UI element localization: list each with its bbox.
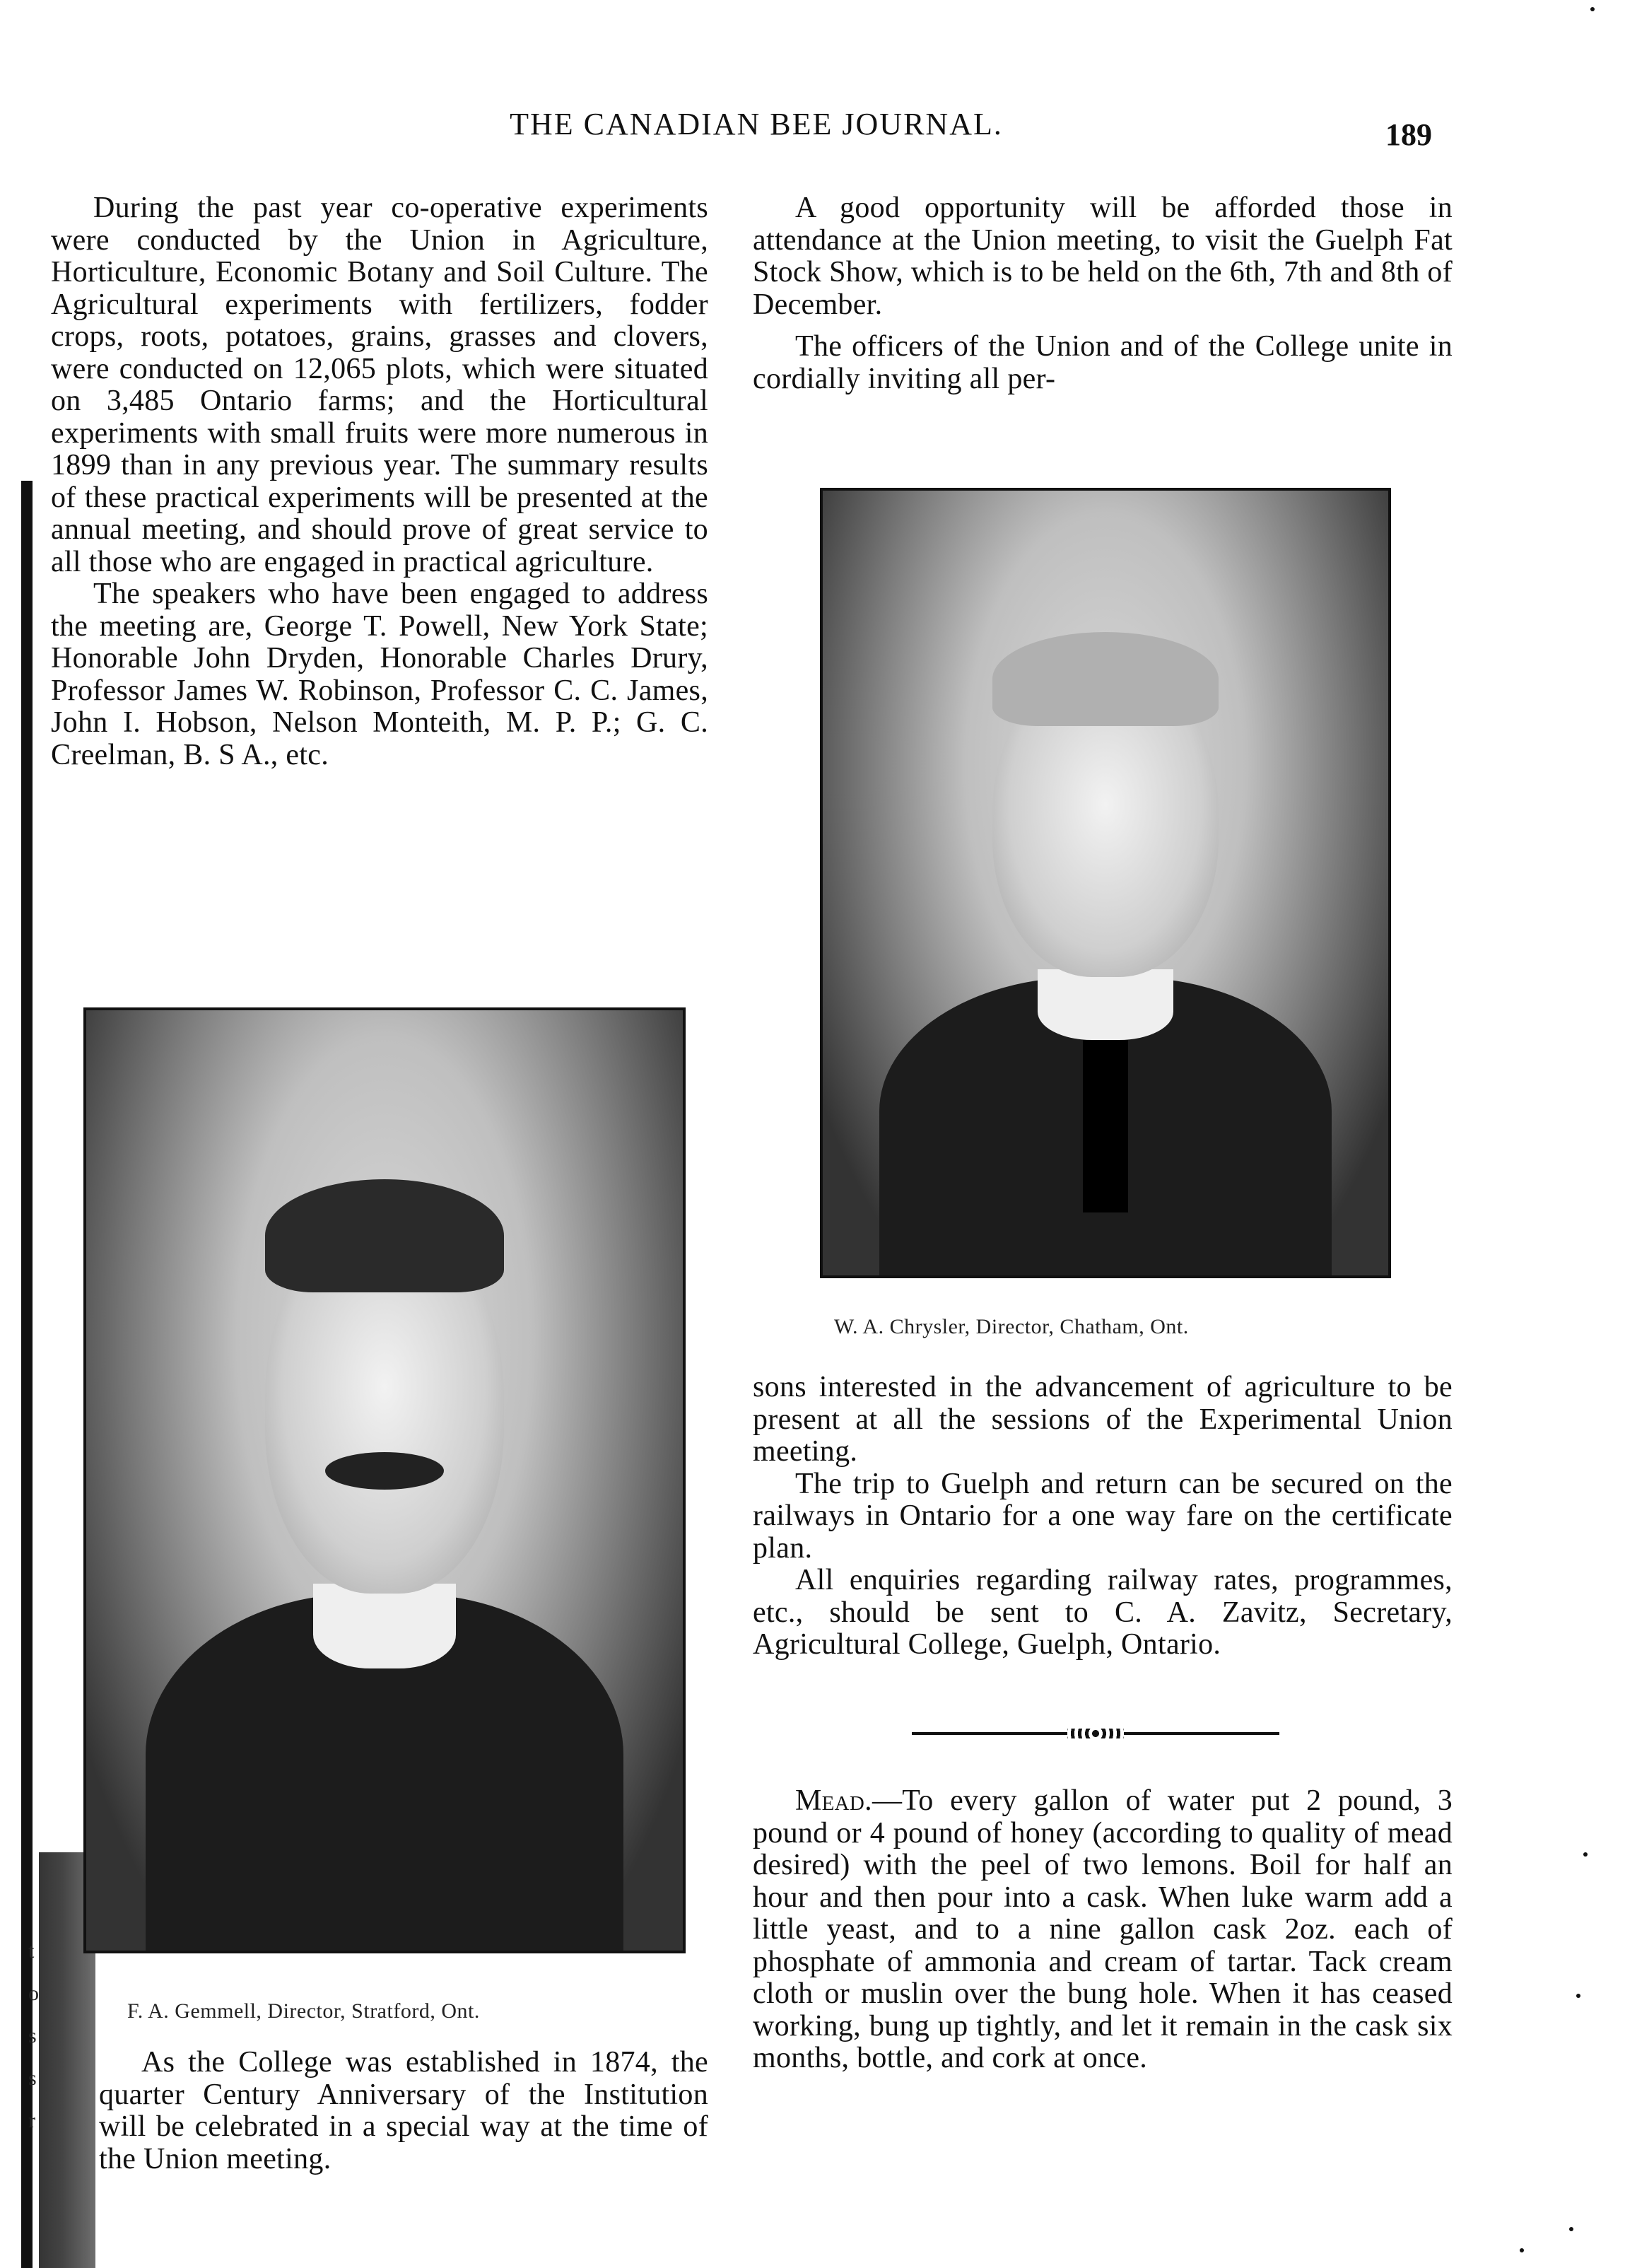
margin-char: r [28, 2109, 35, 2132]
right-paragraph-3: sons interested in the advancement of agriculture to be present at all the sessions of the Experimental Union meeting. [753, 1371, 1453, 1468]
left-column-bottom [99, 2047, 708, 2175]
photo-caption-chrysler: W. A. Chrysler, Director, Chatham, Ont. [834, 1315, 1189, 1338]
photo-caption-gemmell: F. A. Gemmell, Director, Stratford, Ont. [127, 1999, 480, 2023]
mead-paragraph [753, 1785, 1453, 2075]
margin-fragments [28, 1930, 57, 2142]
margin-char: s [28, 2024, 37, 2047]
portrait-photo-chrysler [820, 488, 1391, 1278]
margin-char: t [28, 1939, 35, 1963]
right-paragraph-5: All enquiries regarding railway rates, programmes, etc., should be sent to C. A. Zavitz, Secretary, Agricultural College, Guelph, Ontario. [753, 1564, 1453, 1661]
portrait-moustache [325, 1452, 445, 1490]
portrait-collar [313, 1584, 457, 1668]
portrait-photo-gemmell [83, 1007, 686, 1953]
mead-section [753, 1785, 1453, 2075]
scan-speck [1569, 2227, 1573, 2231]
left-paragraph-3: As the College was established in 1874, the quarter Century Anniversary of the Institution will be celebrated in a special way at the time of the Union meeting. [99, 2046, 708, 2175]
scan-speck [1576, 1994, 1580, 1998]
left-paragraph-2: The speakers who have been engaged to address the meeting are, George T. Powell, New York State; Honorable John Dryden, Honorable Charles Drury, Professor James W. Robinson, Professor C. C. James, John I. Hobson, Nelson Monteith, M. P. P.; G. C. Creelman, B. S A., etc. [51, 578, 708, 771]
scan-speck [1520, 2248, 1524, 2252]
mead-text: —To every gallon of water put 2 pound, 3 pound or 4 pound of honey (according to quality of mead desired) with the peel of two lemons. Boil for half an hour and then pour into a cask. When luke warm add a little yeast, and to a nine gallon cask 2oz. each of phosphate of ammonia and cream of tartar. Tack cream cloth or muslin over the bung hole. When it has ceased working, bung up tightly, and let it remain in the cask six months, bottle, and cork at once. [753, 1784, 1453, 2074]
scan-speck [1583, 1852, 1588, 1857]
left-paragraph-1: During the past year co-operative experiments were conducted by the Union in Agriculture, Horticulture, Economic Botany and Soil Culture. The Agricultural experiments with fertilizers, fodder crops, roots, potatoes, grains, grasses and clovers, were conducted on 12,065 plots, which were situated on 3,485 Ontario farms; and the Horticultural experiments with small fruits were more numerous in 1899 than in any previous year. The summary results of these practical experiments will be presented at the annual meeting, and should prove of great service to all those who are engaged in practical agriculture. [51, 192, 708, 578]
right-paragraph-4: The trip to Guelph and return can be secured on the railways in Ontario for a one way fare on the certificate plan. [753, 1467, 1453, 1565]
mead-heading: Mead. [795, 1784, 872, 1817]
left-column-top [51, 192, 708, 771]
page-header-title: THE CANADIAN BEE JOURNAL. [510, 107, 1003, 141]
right-paragraph-1: A good opportunity will be afforded those in attendance at the Union meeting, to visit the Guelph Fat Stock Show, which is to be held on the 6th, 7th and 8th of December. [753, 192, 1453, 321]
margin-char: o [28, 1982, 39, 2005]
right-paragraph-2: The officers of the Union and of the College unite in cordially inviting all per- [753, 330, 1453, 395]
portrait-hair [265, 1179, 504, 1292]
page-number: 189 [1385, 117, 1432, 152]
portrait-hair [992, 632, 1219, 726]
scan-speck [1590, 7, 1595, 11]
section-divider [912, 1732, 1279, 1735]
right-column-top [753, 192, 1453, 395]
portrait-collar [1038, 969, 1173, 1040]
right-column-middle [753, 1372, 1453, 1661]
margin-char: s [28, 2067, 37, 2090]
portrait-tie [1083, 1040, 1128, 1212]
